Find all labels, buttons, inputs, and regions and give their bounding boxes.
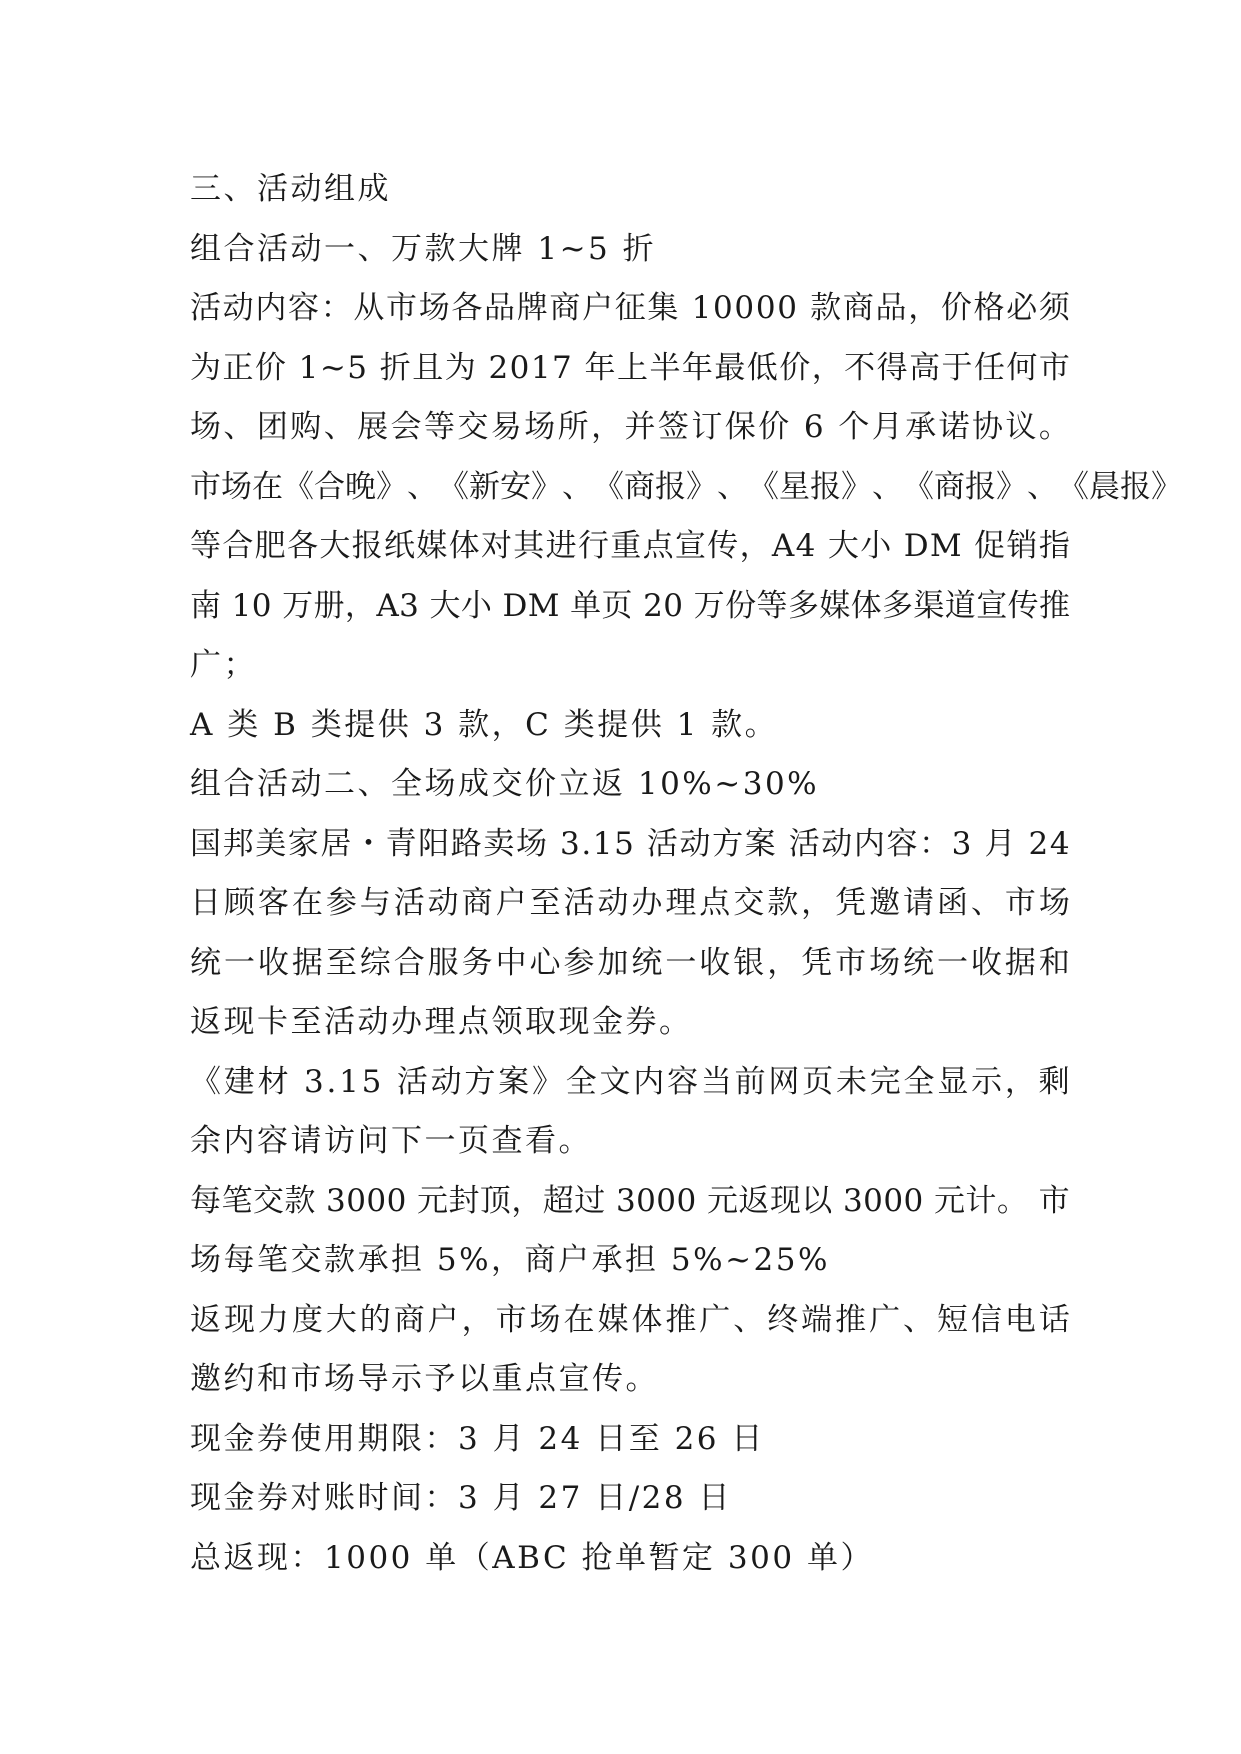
paragraph-line: 返 现 力 度 大 的 商 户 ， 市 场 在 媒 体 推 广 、 终 端 推 广 、 短 信 电 话 xyxy=(190,1301,1070,1338)
reconciliation-time-line: 现金券对账时间：3 月 27 日/28 日 xyxy=(190,1480,732,1516)
paragraph-line: 返现卡至活动办理点领取现金券。 xyxy=(190,1004,693,1040)
document-body xyxy=(190,160,1182,1588)
paragraph-line: 活 动 内 容 ： 从 市 场 各 品 牌 商 户 征 集 1 0 0 0 0 款 商 品 ， 价 格 必 须 xyxy=(190,290,1070,326)
paragraph-line: 邀约和市场导示予以重点宣传。 xyxy=(190,1361,659,1397)
paragraph-line: 统 一 收 据 至 综 合 服 务 中 心 参 加 统 一 收 银 ， 凭 市 场 统 一 收 据 和 xyxy=(190,944,1070,981)
notice-line: 余内容请访问下一页查看。 xyxy=(190,1123,592,1159)
paragraph-line: 场每笔交款承担 5%，商户承担 5%~25% xyxy=(190,1242,830,1278)
activity-two-heading: 组合活动二、全场成交价立返 10%~30% xyxy=(190,766,820,802)
notice-line: 《 建 材 3 . 1 5 活 动 方 案 》 全 文 内 容 当 前 网 页 未 完 全 显 示 ， 剩 xyxy=(190,1063,1070,1100)
paragraph-line: 为 正 价 1 ~ 5 折 且 为 2 0 1 7 年 上 半 年 最 低 价 ， 不 得 高 于 任 何 市 xyxy=(190,349,1070,386)
total-cashback-line: 总返现：1000 单（ABC 抢单暂定 300 单） xyxy=(190,1539,874,1576)
activity-one-heading: 组合活动一、万款大牌 1~5 折 xyxy=(190,230,657,267)
coupon-period-line: 现金券使用期限：3 月 24 日至 26 日 xyxy=(190,1420,765,1457)
paragraph-line: 场 、 团 购 、 展 会 等 交 易 场 所 ， 并 签 订 保 价 6 个 月 承 诺 协 议 。 xyxy=(190,409,1070,445)
paragraph-line: 广； xyxy=(190,647,257,683)
section-heading: 三、活动组成 xyxy=(190,171,391,207)
paragraph-line: A 类 B 类提供 3 款，C 类提供 1 款。 xyxy=(190,706,779,743)
paragraph-line: 市 场 在 《 合 晚 》 、 《 新 安 》 、 《 商 报 》 、 《 星 报 》 、 《 商 报 》 、 《 晨 报 》 xyxy=(190,468,1182,505)
paragraph-line: 国 邦 美 家 居 ・ 青 阳 路 卖 场 3 . 1 5 活 动 方 案 活 动 内 容 ： 3 月 2 4 xyxy=(190,825,1070,862)
paragraph-line: 日 顾 客 在 参 与 活 动 商 户 至 活 动 办 理 点 交 款 ， 凭 邀 请 函 、 市 场 xyxy=(190,885,1070,921)
paragraph-line: 等 合 肥 各 大 报 纸 媒 体 对 其 进 行 重 点 宣 传 ， A 4 大 小 D M 促 销 指 xyxy=(190,528,1070,564)
paragraph-line: 南 1 0 万 册 ， A 3 大 小 D M 单 页 2 0 万 份 等 多 媒 体 多 渠 道 宣 传 推 xyxy=(190,587,1070,624)
paragraph-line: 每 笔 交 款 3 0 0 0 元 封 顶 ， 超 过 3 0 0 0 元 返 现 以 3 0 0 0 元 计 。 市 xyxy=(190,1182,1070,1219)
